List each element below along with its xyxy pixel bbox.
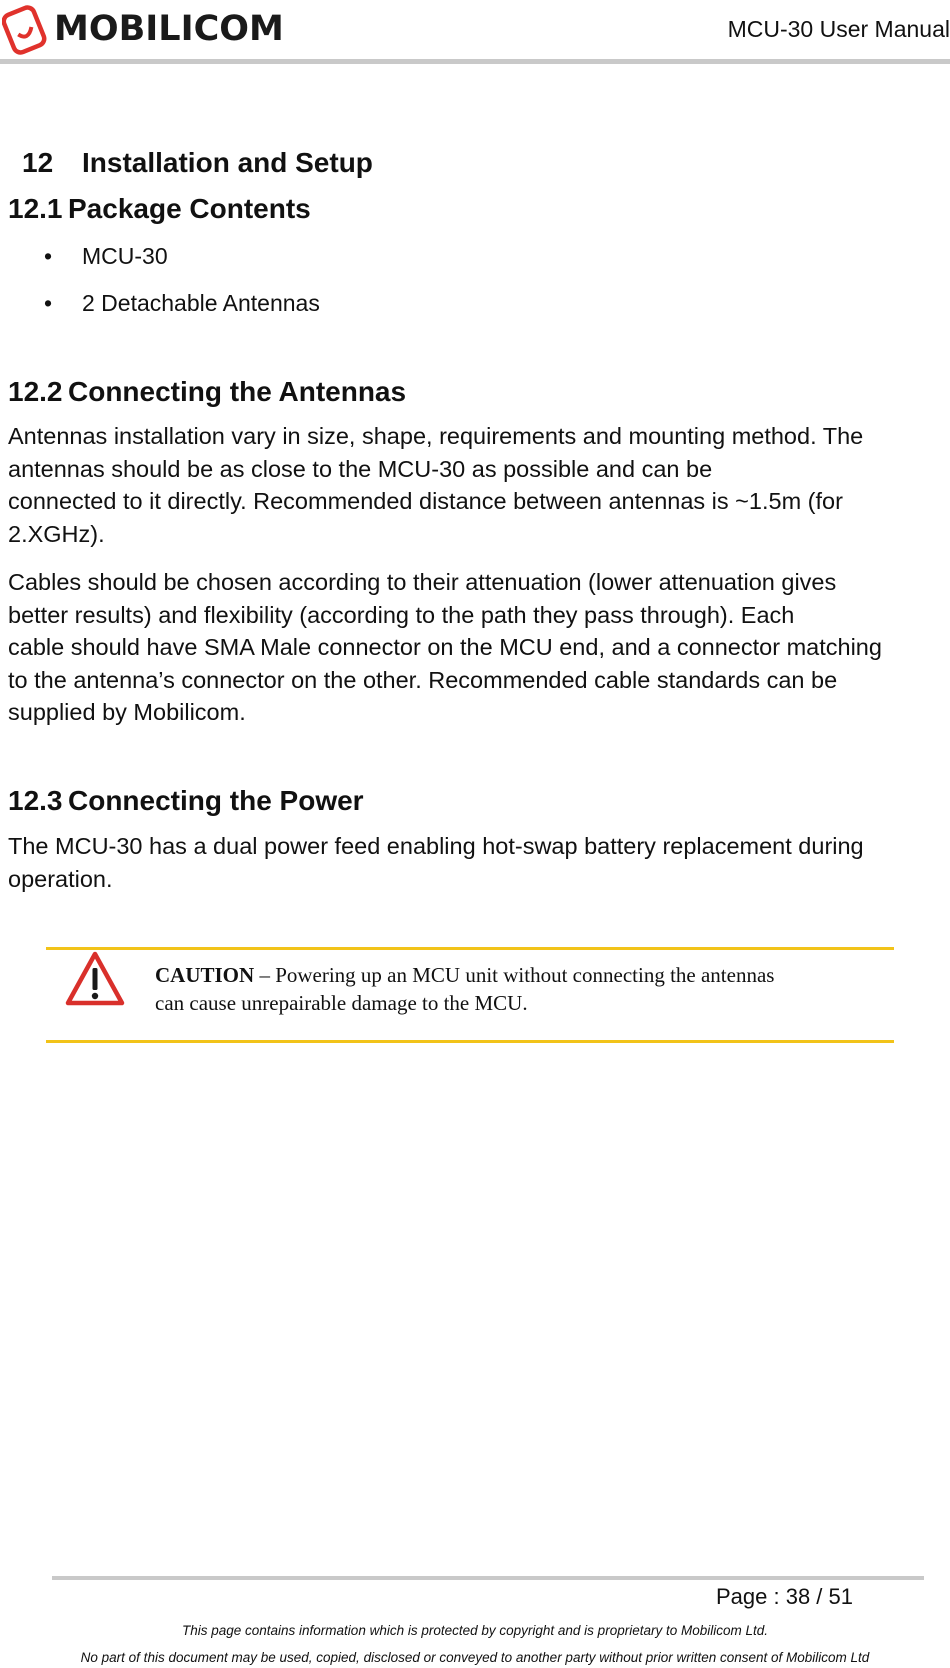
- antennas-paragraph-1: [8, 420, 938, 550]
- logo-text: MOBILICOM: [54, 9, 284, 49]
- subsection-title: Package Contents: [68, 193, 311, 224]
- list-item: [44, 290, 320, 317]
- footer-divider: [52, 1576, 924, 1580]
- list-item-text: MCU-30: [82, 243, 168, 269]
- text-line: antennas should be as close to the MCU-30 as possible and can be: [8, 455, 713, 482]
- caution-bottom-border: [46, 1040, 894, 1043]
- header-divider: [0, 59, 950, 64]
- text-line: 2.XGHz).: [8, 520, 105, 547]
- text-line: The MCU-30 has a dual power feed enabling hot-swap battery replacement during: [8, 833, 864, 859]
- subsection-title: Connecting the Power: [68, 785, 364, 816]
- document-title: MCU-30 User Manual: [727, 16, 950, 42]
- subsection-title: Connecting the Antennas: [68, 376, 407, 407]
- text-line: to the antenna’s connector on the other. Recommended cable standards can be: [8, 666, 838, 693]
- page-number: Page : 38 / 51: [716, 1584, 853, 1609]
- connecting-power-heading: [8, 785, 364, 817]
- text-line: cable should have SMA Male connector on the MCU end, and a connector matching: [8, 634, 882, 660]
- caution-label: CAUTION: [155, 963, 255, 987]
- mobilicom-logo: [2, 2, 284, 56]
- subsection-number: 12.2: [8, 376, 63, 407]
- text-line: better results) and flexibility (according to the path they pass through). Each: [8, 601, 795, 628]
- mobilicom-logo-icon: [2, 2, 48, 56]
- copyright-notice: This page contains information which is protected by copyright and is proprietary to Mobilicom Ltd.: [181, 1623, 769, 1638]
- caution-line-1: – Powering up an MCU unit without connecting the antennas: [254, 963, 775, 987]
- section-number: 12: [22, 147, 54, 178]
- caution-text: [155, 961, 855, 1017]
- text-line: supplied by Mobilicom.: [8, 699, 246, 725]
- power-paragraph: [8, 830, 938, 895]
- caution-top-border: [46, 947, 894, 950]
- list-item: [44, 243, 168, 270]
- warning-triangle-icon: [64, 950, 126, 1013]
- section-title: Installation and Setup: [82, 147, 373, 178]
- subsection-number: 12.1: [8, 193, 63, 224]
- disclosure-notice: No part of this document may be used, copied, disclosed or conveyed to another party without prior written consent of Mobilicom Ltd: [80, 1650, 870, 1665]
- text-line: connected to it directly. Recommended distance between antennas is ~1.5m (for: [8, 488, 843, 514]
- section-heading: [22, 147, 373, 179]
- text-line: operation.: [8, 865, 113, 892]
- package-contents-heading: [8, 193, 311, 225]
- connecting-antennas-heading: [8, 376, 406, 408]
- list-item-text: 2 Detachable Antennas: [82, 290, 320, 316]
- text-line: Cables should be chosen according to their attenuation (lower attenuation gives: [8, 569, 837, 595]
- antennas-paragraph-2: [8, 566, 938, 729]
- bullet-icon: •: [44, 290, 53, 316]
- caution-line-2: can cause unrepairable damage to the MCU.: [155, 991, 528, 1015]
- bullet-icon: •: [44, 243, 53, 269]
- text-line: Antennas installation vary in size, shape, requirements and mounting method. The: [8, 423, 864, 449]
- subsection-number: 12.3: [8, 785, 63, 816]
